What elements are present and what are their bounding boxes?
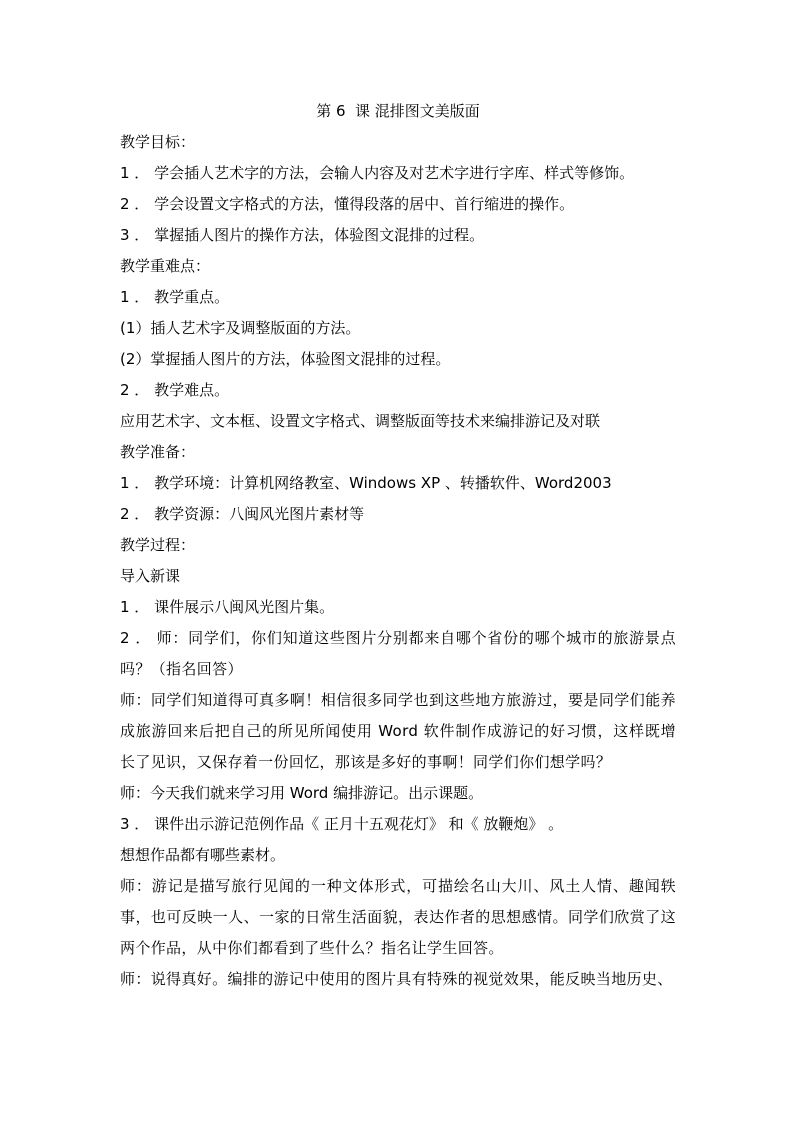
text-line: 3 ． 课件出示游记范例作品《 正月十五观花灯》 和《 放鞭炮》 。 [120, 815, 564, 833]
text-line: 应用艺术字、文本框、设置文字格式、调整版面等技术来编排游记及对联 [120, 412, 601, 430]
text-line: 2 ． 教学资源：八闽风光图片素材等 [120, 505, 365, 523]
text-line: 3 ． 掌握插人图片的操作方法，体验图文混排的过程。 [120, 226, 485, 244]
text-line: 教学重难点： [120, 257, 211, 275]
text-line: 2 ． 学会设置文字格式的方法，懂得段落的居中、首行缩进的操作。 [120, 195, 575, 213]
text-line: 1 ． 教学环境：计算机网络教室、Windows XP 、转播软件、Word2003 [120, 474, 612, 492]
lesson-title: 第 6 课 混排图文美版面 [316, 102, 480, 120]
text-line: 1 ． 教学重点。 [120, 288, 230, 306]
text-line: 教学目标： [120, 133, 196, 151]
text-line: (1）插人艺术字及调整版面的方法。 [120, 319, 361, 337]
paragraph: 师：游记是描写旅行见闻的一种文体形式，可描绘名山大川、风土人情、趣闻轶事，也可反映一人、一家的日常生活面貌，表达作者的思想感情。同学们欣赏了这两个作品，从中你们都看到了些什么？指名让学生回答。 [120, 877, 676, 957]
text-line: (2）掌握插人图片的方法，体验图文混排的过程。 [120, 350, 451, 368]
text-line: 1 ． 课件展示八闽风光图片集。 [120, 598, 335, 616]
text-line: 想想作品都有哪些素材。 [120, 846, 286, 864]
paragraph: 2 ． 师：同学们，你们知道这些图片分别都来自哪个省份的哪个城市的旅游景点吗？（指名回答） [120, 629, 676, 678]
text-line: 导入新课 [120, 567, 181, 585]
paragraph: 师：说得真好。编排的游记中使用的图片具有特殊的视觉效果，能反映当地历史、 [120, 970, 673, 988]
text-line: 1 ． 学会插人艺术字的方法，会输人内容及对艺术字进行字库、样式等修饰。 [120, 164, 635, 182]
text-line: 2 ． 教学难点。 [120, 381, 230, 399]
text-line: 师：今天我们就来学习用 Word 编排游记。出示课题。 [120, 784, 484, 802]
text-line: 教学准备： [120, 443, 196, 461]
paragraph: 师：同学们知道得可真多啊！相信很多同学也到这些地方旅游过，要是同学们能养成旅游回来后把自己的所见所闻使用 Word 软件制作成游记的好习惯，这样既增长了见识，又保存着一份回忆，那该是多好的事啊！同学们你们想学吗？ [120, 691, 676, 771]
document-page [120, 96, 676, 995]
text-line: 教学过程： [120, 536, 196, 554]
